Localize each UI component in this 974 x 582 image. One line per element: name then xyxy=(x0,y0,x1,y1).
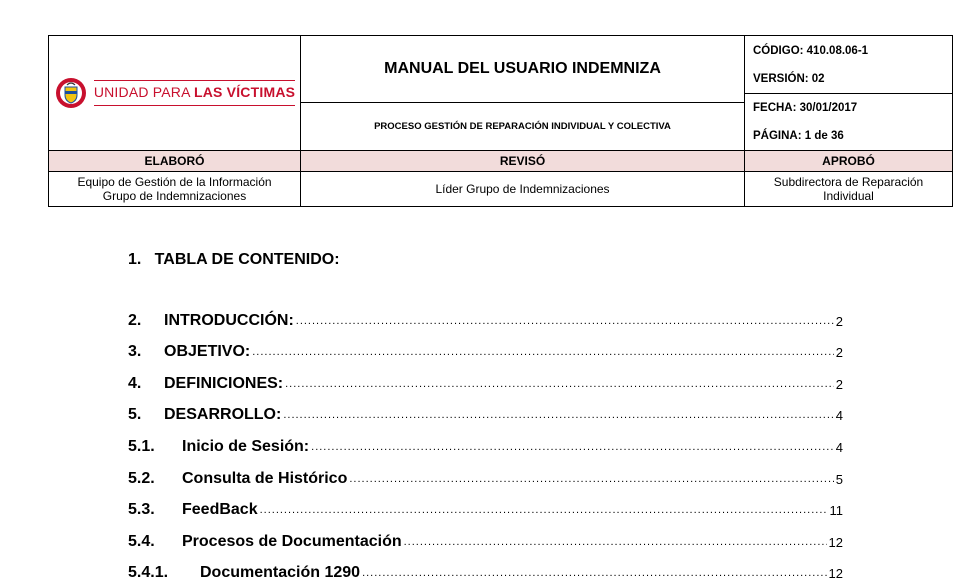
toc-entry-page: 12 xyxy=(828,534,843,550)
logo-cell xyxy=(49,36,301,151)
version: VERSIÓN: 02 xyxy=(745,65,952,94)
document-header xyxy=(48,35,951,208)
toc-entry-label: DESARROLLO: xyxy=(164,406,282,424)
toc-leader xyxy=(362,567,826,579)
pagina: PÁGINA: 1 de 36 xyxy=(753,129,844,142)
toc-leader xyxy=(252,346,834,358)
toc-leader xyxy=(311,441,834,453)
toc-entry-page: 2 xyxy=(835,345,843,361)
toc-leader xyxy=(260,504,828,516)
toc-entry[interactable] xyxy=(128,488,843,520)
signature-header-row xyxy=(49,151,953,172)
toc-leader xyxy=(349,473,833,485)
toc-entry-number: 5.4.1. xyxy=(128,564,169,582)
toc-entry-page: 11 xyxy=(829,503,843,519)
toc-entry-label: Documentación 1290 xyxy=(200,564,361,582)
toc-entry[interactable] xyxy=(128,551,843,582)
toc-entry-label: OBJETIVO: xyxy=(164,343,251,361)
toc-entry-page: 4 xyxy=(835,439,843,455)
aprobo-header: APROBÓ xyxy=(745,151,953,172)
title-cell xyxy=(301,36,745,151)
document-title: MANUAL DEL USUARIO INDEMNIZA xyxy=(301,36,744,103)
toc-entry-number: 5. xyxy=(128,406,142,424)
toc-entry-page: 2 xyxy=(835,313,843,329)
reviso-value: Líder Grupo de Indemnizaciones xyxy=(301,172,745,207)
toc-entry-number: 5.3. xyxy=(128,501,155,519)
toc-entry[interactable] xyxy=(128,330,843,362)
toc-entry-number: 5.4. xyxy=(128,532,155,550)
toc-entry-page: 4 xyxy=(835,408,843,424)
toc-entry-label: Inicio de Sesión: xyxy=(182,437,310,455)
toc-entry[interactable] xyxy=(128,456,843,488)
reviso-header: REVISÓ xyxy=(301,151,745,172)
fecha: FECHA: 30/01/2017 xyxy=(753,101,858,114)
toc-entry-number: 2. xyxy=(128,311,142,329)
toc-entry[interactable] xyxy=(128,424,843,456)
toc-entry-number: 3. xyxy=(128,343,142,361)
logo-prefix: UNIDAD PARA xyxy=(93,84,194,100)
toc-entry-page: 12 xyxy=(828,566,843,582)
toc-entry-label: Procesos de Documentación xyxy=(182,532,402,550)
toc-entry[interactable] xyxy=(128,393,843,425)
unidad-victimas-logo xyxy=(49,76,300,110)
toc-leader xyxy=(404,536,827,548)
toc-entry-label: Consulta de Histórico xyxy=(182,469,348,487)
toc-entry-page: 5 xyxy=(835,471,843,487)
toc-entry-label: INTRODUCCIÓN: xyxy=(164,311,294,329)
toc-entry[interactable] xyxy=(128,519,843,551)
aprobo-value: Subdirectora de Reparación Individual xyxy=(745,172,953,207)
toc-title: 1. TABLA DE CONTENIDO: xyxy=(128,251,340,268)
toc-leader xyxy=(283,409,833,421)
process-subtitle: PROCESO GESTIÓN DE REPARACIÓN INDIVIDUAL Y COLECTIVA xyxy=(374,121,671,132)
logo-emphasis: LAS VÍCTIMAS xyxy=(193,84,296,100)
toc-entry[interactable] xyxy=(128,298,843,330)
toc-entry-label: DEFINICIONES: xyxy=(164,374,284,392)
elaboro-value: Equipo de Gestión de la Información Grupo de Indemnizaciones xyxy=(49,172,301,207)
coat-of-arms-icon xyxy=(54,76,88,110)
toc-entry-number: 5.1. xyxy=(128,437,155,455)
elaboro-header: ELABORÓ xyxy=(49,151,301,172)
meta-cell xyxy=(745,36,953,151)
toc-entry-label: FeedBack xyxy=(182,501,258,519)
table-of-contents xyxy=(128,298,843,582)
toc-entry-number: 5.2. xyxy=(128,469,155,487)
toc-entry-number: 4. xyxy=(128,374,142,392)
toc-leader xyxy=(296,315,834,327)
toc-leader xyxy=(285,378,834,390)
codigo: CÓDIGO: 410.08.06-1 xyxy=(753,44,869,57)
toc-entry[interactable] xyxy=(128,361,843,393)
signature-body-row xyxy=(49,172,953,207)
toc-entry-page: 2 xyxy=(835,376,843,392)
